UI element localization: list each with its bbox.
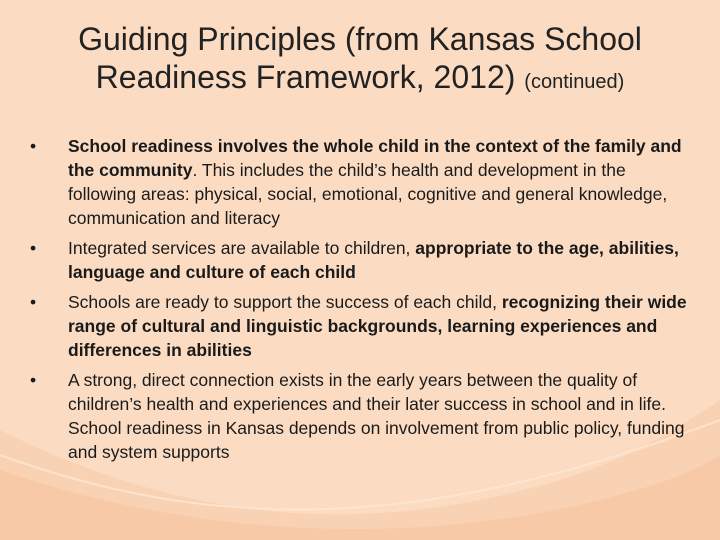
bullet-marker: • (30, 292, 37, 312)
bullet-text-bold: appropriate to the age, abilities, language and culture of each child (68, 238, 679, 282)
slide-title (24, 20, 696, 101)
bullet-text-bold: recognizing their wide range of cultural and linguistic backgrounds, learning experiences and differences in abilities (68, 292, 687, 360)
bullet-text: A strong, direct connection exists in the early years between the quality of children’s health and experiences and their later success in school and in life. School readiness in Kansas depends on involvement from public policy, funding and system supports (68, 370, 685, 462)
bullet-marker: • (30, 370, 37, 390)
bullet-marker: • (30, 238, 37, 258)
bullet-text: Integrated services are available to children, (68, 238, 416, 258)
bullet-list (28, 134, 692, 470)
bullet-marker: • (30, 136, 37, 156)
title-main: Guiding Principles (from Kansas School Readiness Framework, 2012) (78, 21, 642, 95)
bullet-text: Schools are ready to support the success of each child, (68, 292, 502, 312)
bullet-item (28, 290, 692, 362)
bullet-item (28, 368, 692, 464)
bullet-item (28, 134, 692, 230)
bullet-text: . This includes the child’s health and development in the following areas: physical, social, emotional, cognitive and general knowledge, communication and literacy (68, 160, 668, 228)
bullet-item (28, 236, 692, 284)
bullet-text-bold: School readiness involves the whole child in the context of the family and the community (68, 136, 682, 180)
title-suffix: (continued) (524, 71, 625, 93)
